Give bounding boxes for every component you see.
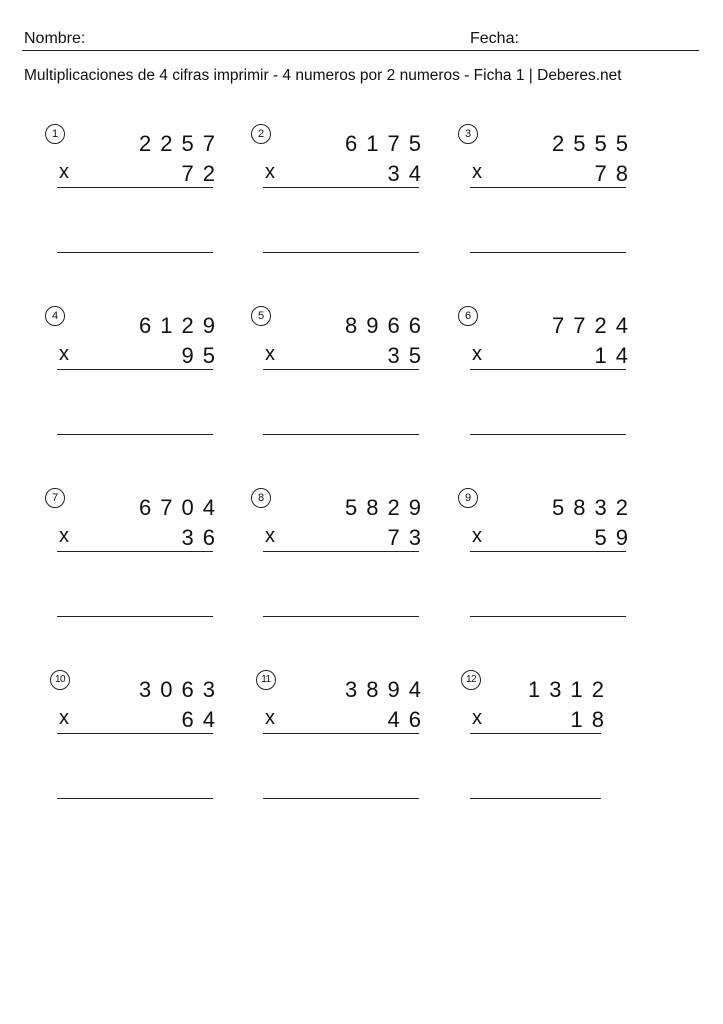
answer-line[interactable] [263,434,419,435]
problem-number: 1 [45,124,65,144]
product-rule [470,187,626,188]
answer-line[interactable] [263,798,419,799]
problem-number: 12 [461,670,481,690]
problem-9 [458,488,638,638]
problem-11 [251,670,431,820]
answer-line[interactable] [263,252,419,253]
multiplier: 35 [387,343,430,368]
answer-line[interactable] [470,798,601,799]
answer-line[interactable] [470,616,626,617]
product-rule [57,187,213,188]
multiplicand: 3894 [345,677,430,702]
answer-line[interactable] [57,798,213,799]
answer-line[interactable] [470,252,626,253]
multiplicand: 5829 [345,495,430,520]
multiplicand: 6129 [139,313,224,338]
problem-2 [251,124,431,274]
multiplier: 59 [594,525,637,550]
multiplier: 18 [570,707,613,732]
product-rule [57,733,213,734]
problem-number: 10 [50,670,70,690]
multiplicand: 7724 [552,313,637,338]
multiplicand: 1312 [528,677,613,702]
problem-6 [458,306,638,456]
times-sign: x [265,161,275,183]
times-sign: x [59,525,69,547]
problem-5 [251,306,431,456]
product-rule [263,551,419,552]
multiplier: 36 [181,525,224,550]
problem-7 [45,488,225,638]
answer-line[interactable] [470,434,626,435]
multiplier: 95 [181,343,224,368]
problem-number: 4 [45,306,65,326]
multiplier: 73 [387,525,430,550]
multiplicand: 2257 [139,131,224,156]
problem-number: 11 [256,670,276,690]
multiplier: 64 [181,707,224,732]
answer-line[interactable] [57,252,213,253]
times-sign: x [59,343,69,365]
problem-10 [45,670,225,820]
multiplicand: 8966 [345,313,430,338]
times-sign: x [472,525,482,547]
multiplier: 72 [181,161,224,186]
problem-1 [45,124,225,274]
product-rule [263,733,419,734]
answer-line[interactable] [57,616,213,617]
times-sign: x [265,707,275,729]
worksheet-title: Multiplicaciones de 4 cifras imprimir - 4 numeros por 2 numeros - Ficha 1 | Deberes.net [24,67,622,84]
times-sign: x [59,707,69,729]
times-sign: x [265,343,275,365]
problem-number: 7 [45,488,65,508]
product-rule [470,733,601,734]
problem-number: 3 [458,124,478,144]
problem-4 [45,306,225,456]
multiplier: 34 [387,161,430,186]
times-sign: x [265,525,275,547]
times-sign: x [472,161,482,183]
problem-number: 5 [251,306,271,326]
problem-number: 2 [251,124,271,144]
product-rule [263,187,419,188]
multiplicand: 2555 [552,131,637,156]
product-rule [57,369,213,370]
name-label: Nombre: [24,30,86,47]
problem-number: 8 [251,488,271,508]
answer-line[interactable] [263,616,419,617]
multiplicand: 5832 [552,495,637,520]
product-rule [470,551,626,552]
multiplicand: 6175 [345,131,430,156]
problem-8 [251,488,431,638]
problem-number: 9 [458,488,478,508]
multiplier: 46 [387,707,430,732]
times-sign: x [472,707,482,729]
multiplier: 78 [594,161,637,186]
problem-12 [458,670,614,820]
answer-line[interactable] [57,434,213,435]
date-label: Fecha: [470,30,519,47]
multiplicand: 6704 [139,495,224,520]
problem-number: 6 [458,306,478,326]
product-rule [263,369,419,370]
multiplier: 14 [594,343,637,368]
multiplicand: 3063 [139,677,224,702]
product-rule [470,369,626,370]
header-rule [22,50,699,51]
times-sign: x [472,343,482,365]
problem-3 [458,124,638,274]
product-rule [57,551,213,552]
times-sign: x [59,161,69,183]
